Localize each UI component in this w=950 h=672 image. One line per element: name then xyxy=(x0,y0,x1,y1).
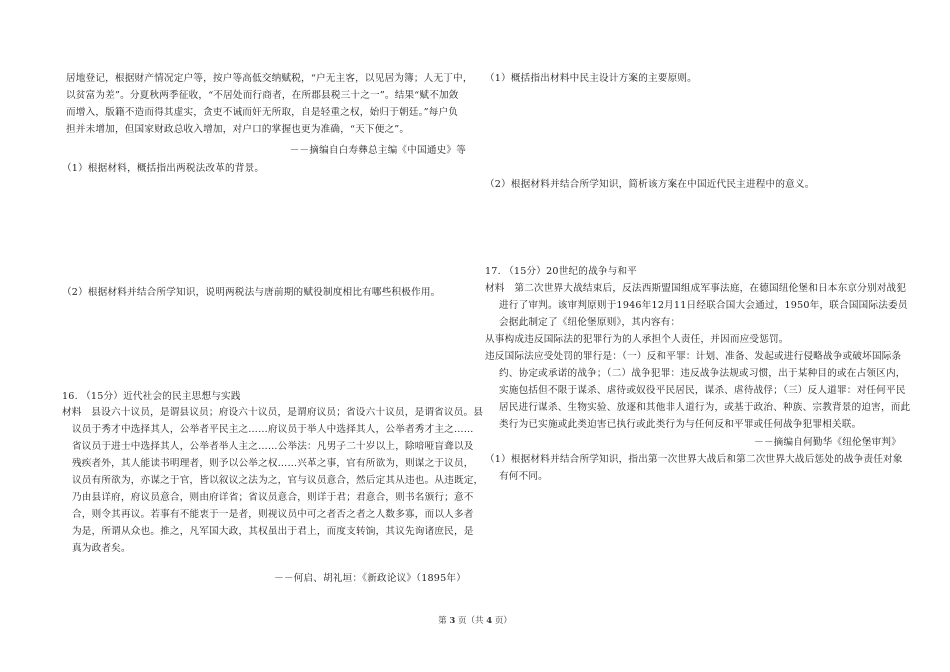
question-16-title: 16. （15分）近代社会的民主思想与实践 xyxy=(62,391,241,402)
intro-line: 以贫富为差”。分夏秋两季征收，“不居处而行商者，在所郡县税三十之一”。结果“赋不加敛 xyxy=(66,90,459,101)
question-2: （2）根据材料并结合所学知识，说明两税法与唐前期的赋役制度相比有哪些积极作用。 xyxy=(62,287,441,298)
material-line: 乃由县详府，府议员意合，则由府详省；省议员意合，则详于君；君意合，则书名颁行；意不 xyxy=(72,492,474,503)
material-line: 从事构成违反国际法的犯罪行为的人承担个人责任，并因而应受惩罚。 xyxy=(485,334,789,345)
footer-end: 页） xyxy=(494,616,512,626)
footer-prefix: 第 xyxy=(438,616,447,626)
material-source: －－何启、胡礼垣：《新政论议》（1895年） xyxy=(274,573,466,584)
material-line: 合，则令其再议。若事有不能衷于一是者，则视议员中可之者否之者之人数多寡，而以人多者 xyxy=(72,509,474,520)
page-footer xyxy=(0,614,950,626)
material-line: 议员于秀才中选择其人，公举者平民主之……府议员于举人中选择其人，公举者秀才主之…… xyxy=(72,424,474,435)
question-17-title: 17. （15分）20世纪的战争与和平 xyxy=(485,266,638,277)
intro-line: 而增入，版籍不造而得其虚实，贪吏不诫而奸无所取，自是轻重之权，始归于朝廷。”每户负 xyxy=(66,107,459,118)
material-line: 会据此制定了《纽伦堡原则》，其内容有： xyxy=(499,317,681,328)
question-16-2: （2）根据材料并结合所学知识，简析该方案在中国近代民主进程中的意义。 xyxy=(485,179,815,190)
material-line: 残疾者外，其人能读书明理者，则予以公举之权……兴革之事，官有所欲为，则谋之于议员， xyxy=(72,458,474,469)
intro-line: 担并未增加，但国家财政总收入增加，对户口的掌握也更为准确，“天下便之”。 xyxy=(66,124,410,135)
material-line: 材料 第二次世界大战结束后，反法西斯盟国组成军事法庭，在德国纽伦堡和日本东京分别对战犯 xyxy=(485,283,907,294)
material-line: 真为政者矣。 xyxy=(72,543,131,554)
footer-page-number: 3 xyxy=(449,616,456,626)
intro-line: 居地登记，根据财产情况定户等，按户等高低交纳赋税，“户无主客，以见居为簿；人无丁中， xyxy=(66,73,473,84)
question-17-1: 有何不同。 xyxy=(499,471,548,482)
material-line: 约、协定或承诺的战争；（二）战争犯罪：违反战争法规或习惯，出于某种目的或在占领区内， xyxy=(499,368,906,379)
material-line: 进行了审判。该审判原则于1946年12月11日经联合国大会通过，1950年，联合国国际法委员 xyxy=(499,300,908,311)
material-line: 议员有所欲为，亦谋之于官，皆以叙议之法为之，官与议员意合，然后定其从违也。从违既定， xyxy=(72,475,484,486)
material-line: 违反国际法应受处罚的罪行是：（一）反和平罪：计划、准备、发起或进行侵略战争或破坏国际条 xyxy=(485,351,902,362)
footer-suffix: 页（共 xyxy=(457,616,484,626)
material-line: 类行为已实施或此类迫害已执行或此类行为与任何反和平罪或任何战争犯罪相关联。 xyxy=(499,419,862,430)
question-16-1: （1）概括指出材料中民主设计方案的主要原则。 xyxy=(485,73,697,84)
material-line: 实施包括但不限于谋杀、虐待或奴役平民居民，谋杀、虐待战俘；（三）反人道罪：对任何平民 xyxy=(499,385,906,396)
intro-source: －－摘编自白寿彝总主编《中国通史》等 xyxy=(289,145,466,156)
material-source: －－摘编自何勤华《纽伦堡审判》 xyxy=(754,437,901,448)
footer-total-pages: 4 xyxy=(486,616,493,626)
material-line: 材料 县设六十议员，是谓县议员；府设六十议员，是谓府议员；省设六十议员，是谓省议员。县 xyxy=(62,407,484,418)
material-line: 居民进行谋杀、生物实验、放逐和其他非人道行为，或基于政治、种族、宗教背景的迫害，而此 xyxy=(499,402,911,413)
material-line: 省议员于进士中选择其人，公举者举人主之……公举法：凡男子二十岁以上，除喑哑盲聋以及 xyxy=(72,441,474,452)
question-1: （1）根据材料，概括指出两税法改革的背景。 xyxy=(62,163,265,174)
question-17-1: （1）根据材料并结合所学知识，指出第一次世界大战后和第二次世界大战后惩处的战争责任对象 xyxy=(485,454,903,465)
material-line: 为是，所谓从众也。推之，凡军国大政，其权虽出于君上，而度支转饷，其议先询诸庶民，是 xyxy=(72,526,474,537)
